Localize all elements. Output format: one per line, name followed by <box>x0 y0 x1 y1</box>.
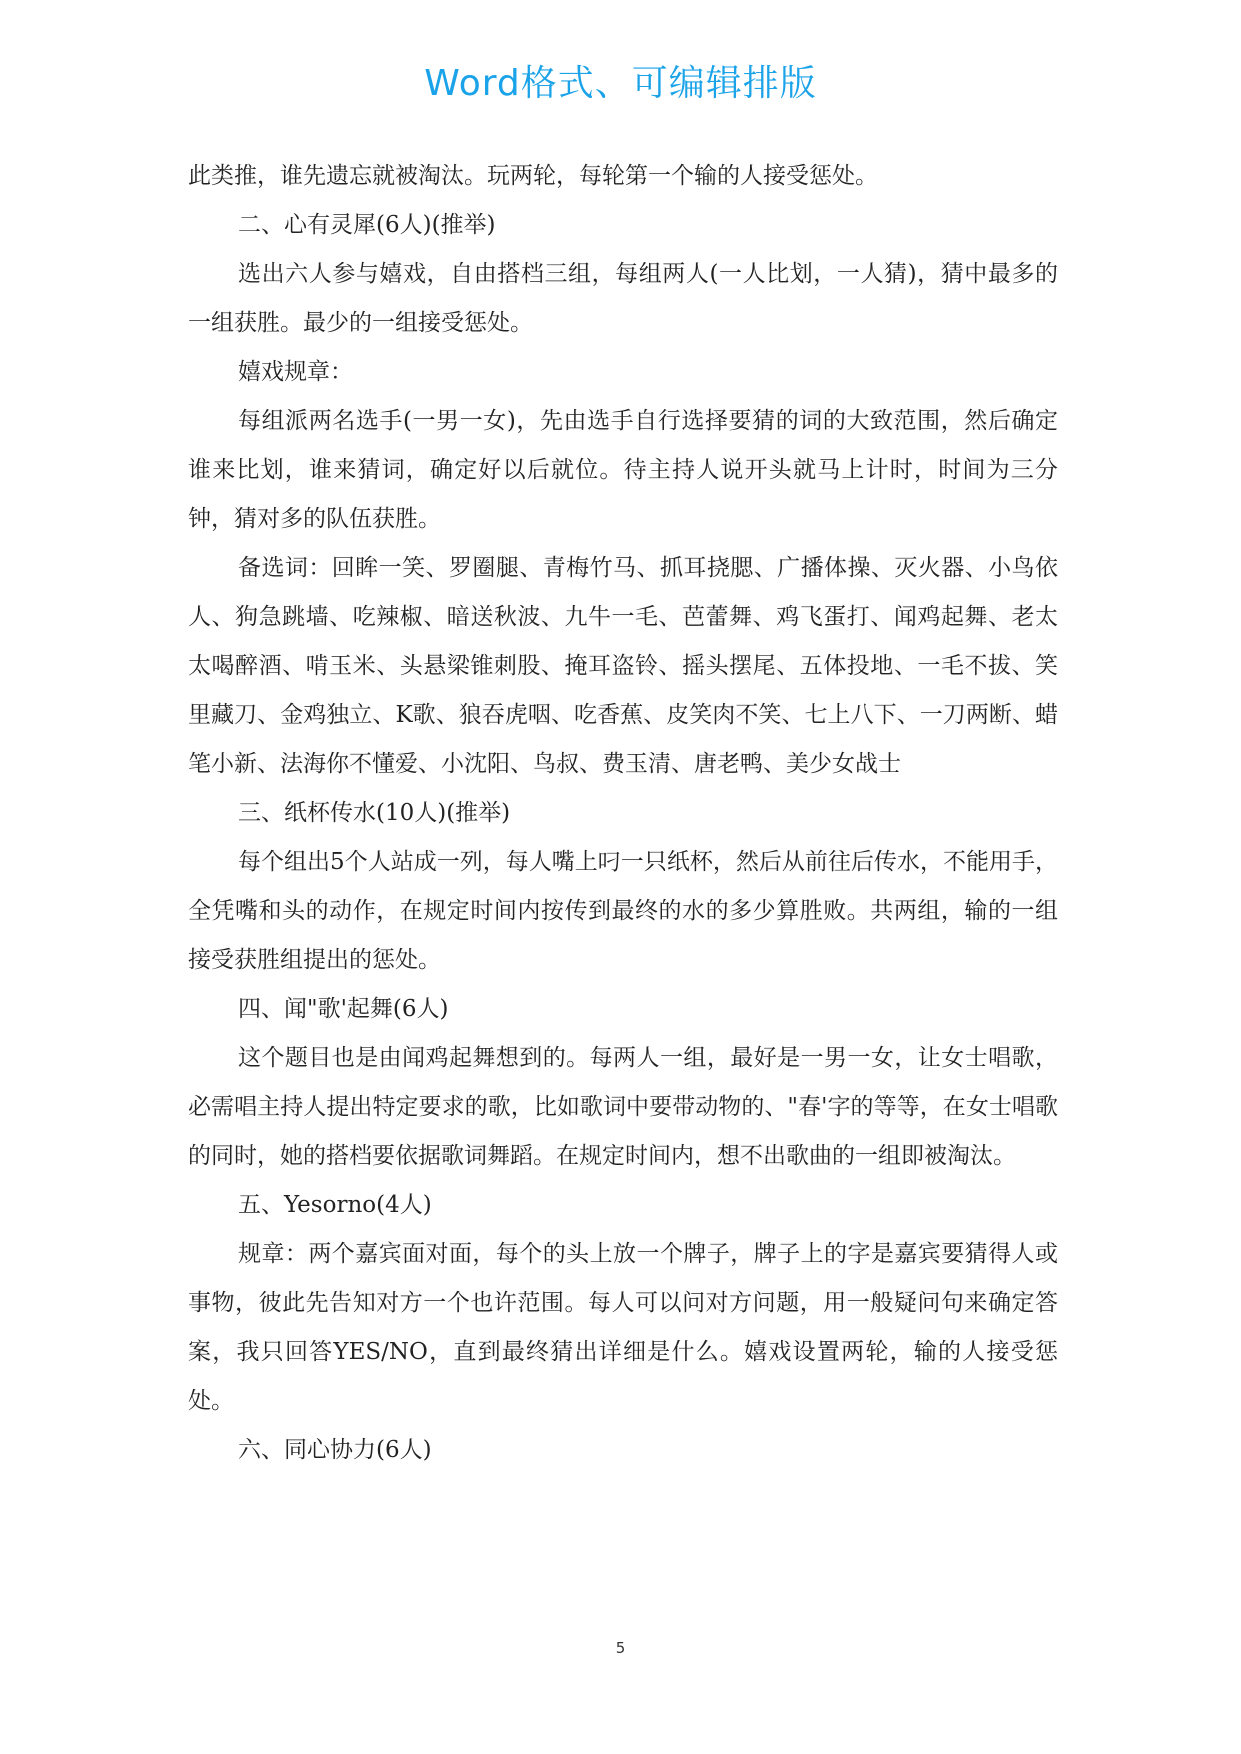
page-number: 5 <box>615 1639 626 1657</box>
section-heading-3: 三、纸杯传水(10人)(推举) <box>238 800 511 826</box>
paragraph-word-list: 备选词：回眸一笑、罗圈腿、青梅竹马、抓耳挠腮、广播体操、灭火器、小鸟依人、狗急跳墙、吃辣椒、暗送秋波、九牛一毛、芭蕾舞、鸡飞蛋打、闻鸡起舞、老太太喝醉酒、啃玉米、头悬梁锥刺股、掩耳盗铃、摇头摆尾、五体投地、一毛不拔、笑里藏刀、金鸡独立、K歌、狼吞虎咽、吃香蕉、皮笑肉不笑、七上八下、一刀两断、蜡笔小新、法海你不懂爱、小沈阳、鸟叔、费玉清、唐老鸭、美少女战士 <box>188 555 1058 777</box>
subheading-rules: 嬉戏规章： <box>238 359 353 385</box>
paragraph-continuation: 此类推，谁先遗忘就被淘汰。玩两轮，每轮第一个输的人接受惩处。 <box>188 163 878 189</box>
paragraph: 这个题目也是由闻鸡起舞想到的。每两人一组，最好是一男一女，让女士唱歌，必需唱主持人提出特定要求的歌，比如歌词中要带动物的、"春'字的等等，在女士唱歌的同时，她的搭档要依据歌词舞蹈。在规定时间内，想不出歌曲的一组即被淘汰。 <box>188 1045 1058 1169</box>
document-body <box>188 152 1058 1475</box>
section-heading-2: 二、心有灵犀(6人)(推举) <box>238 212 496 238</box>
section-heading-4: 四、闻"歌'起舞(6人) <box>238 996 449 1022</box>
paragraph: 每个组出5个人站成一列，每人嘴上叼一只纸杯，然后从前往后传水，不能用手，全凭嘴和头的动作，在规定时间内按传到最终的水的多少算胜败。共两组，输的一组接受获胜组提出的惩处。 <box>188 849 1058 973</box>
paragraph: 选出六人参与嬉戏，自由搭档三组，每组两人(一人比划，一人猜)，猜中最多的一组获胜。最少的一组接受惩处。 <box>188 261 1058 336</box>
section-heading-6: 六、同心协力(6人) <box>238 1437 432 1463</box>
paragraph: 每组派两名选手(一男一女)，先由选手自行选择要猜的词的大致范围，然后确定谁来比划，谁来猜词，确定好以后就位。待主持人说开头就马上计时，时间为三分钟，猜对多的队伍获胜。 <box>188 408 1058 532</box>
header-title: Word格式、可编辑排版 <box>424 63 817 104</box>
section-heading-5: 五、Yesorno(4人) <box>238 1192 432 1218</box>
paragraph: 规章：两个嘉宾面对面，每个的头上放一个牌子，牌子上的字是嘉宾要猜得人或事物，彼此先告知对方一个也许范围。每人可以问对方问题，用一般疑问句来确定答案，我只回答YES/NO，直到最终猜出详细是什么。嬉戏设置两轮，输的人接受惩处。 <box>188 1241 1058 1414</box>
